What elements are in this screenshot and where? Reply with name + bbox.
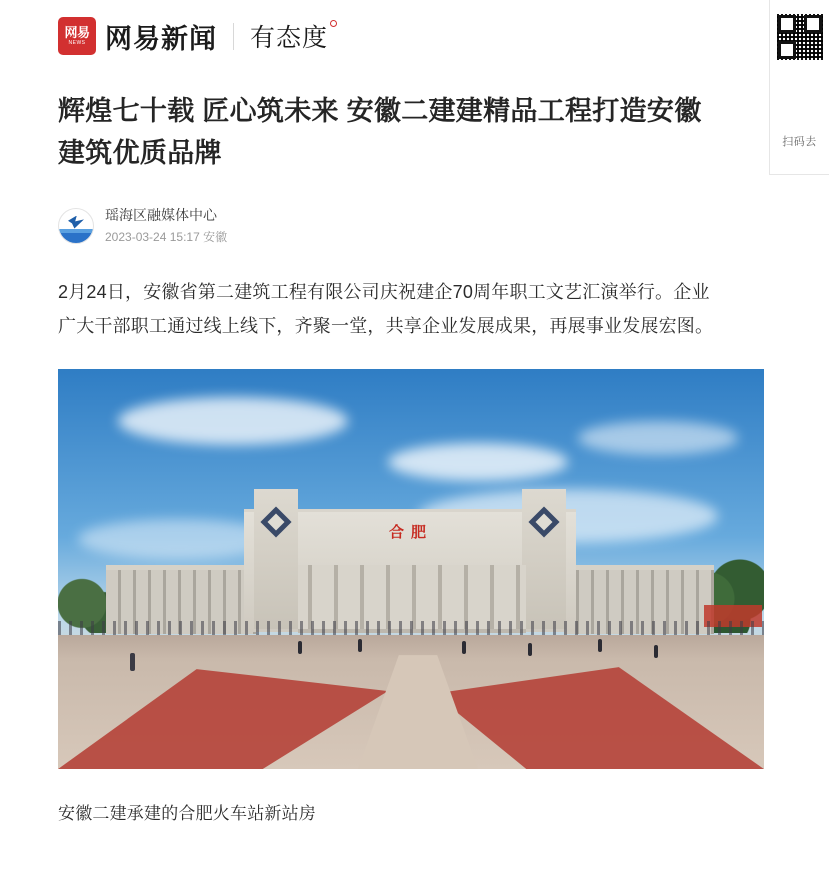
site-header [0, 0, 829, 56]
pedestrian-icon [654, 645, 658, 658]
pedestrian-icon [462, 641, 466, 654]
slogan-dot-icon [330, 20, 337, 27]
qr-rail [769, 0, 829, 175]
cloud-icon [388, 443, 568, 481]
qr-code-icon[interactable] [776, 13, 824, 61]
station-sign-text: 合肥 [388, 525, 433, 542]
logo-badge-en: NEWS [68, 40, 86, 46]
byline-text [105, 206, 227, 245]
pedestrian-icon [598, 639, 602, 652]
netease-logo-icon[interactable] [58, 17, 96, 55]
cloud-icon [118, 397, 348, 445]
site-slogan [250, 18, 328, 54]
author-name[interactable]: 瑶海区融媒体中心 [105, 207, 217, 223]
header-divider [233, 23, 234, 50]
qr-corner-icon [778, 41, 796, 59]
site-slogan-text: 有态度 [250, 25, 329, 52]
byline [58, 206, 722, 245]
tower-emblem-icon [260, 507, 291, 538]
avatar-bird-icon [68, 216, 84, 229]
pedestrian-icon [130, 653, 135, 671]
article-body [0, 90, 780, 824]
station-left-tower [254, 489, 298, 629]
pedestrian-icon [358, 639, 362, 652]
article-paragraph: 2月24日，安徽省第二建筑工程有限公司庆祝建企70周年职工文艺汇演举行。企业广大干部职工通过线上线下，齐聚一堂，共享企业发展成果，再展事业发展宏图。 [58, 282, 714, 337]
site-logo-text[interactable]: 网易新闻 [105, 23, 217, 54]
cloud-icon [578, 421, 738, 455]
avatar-wave-secondary-icon [59, 229, 93, 233]
image-caption: 安徽二建承建的合肥火车站新站房 [58, 804, 316, 824]
article-figure [58, 369, 764, 824]
page-title: 辉煌七十载 匠心筑未来 安徽二建建精品工程打造安徽建筑优质品牌 [58, 96, 702, 168]
avatar[interactable] [58, 208, 94, 244]
article-image [58, 369, 764, 769]
logo-badge-cn: 网易 [64, 25, 90, 40]
pedestrian-icon [298, 641, 302, 654]
pedestrian-icon [528, 643, 532, 656]
qr-caption: 扫码去 [782, 136, 817, 148]
station-right-tower [522, 489, 566, 629]
tower-emblem-icon [528, 507, 559, 538]
article-meta: 2023-03-24 15:17 安徽 [105, 229, 228, 244]
